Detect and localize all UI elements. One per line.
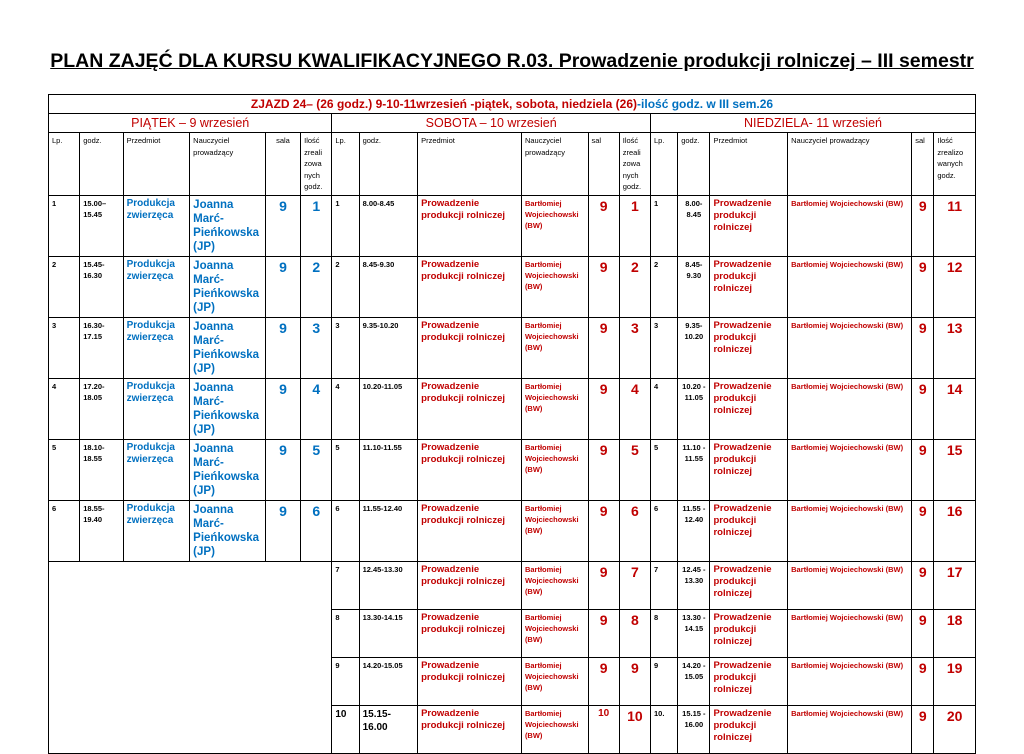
niedziela-godz: 11.10 - 11.55 bbox=[678, 439, 710, 500]
sobota-przedmiot: Prowadzenie produkcji rolniczej bbox=[418, 609, 522, 657]
piatek-lp: 3 bbox=[49, 317, 80, 378]
sobota-lp: 10 bbox=[332, 705, 359, 753]
niedziela-godz: 9.35- 10.20 bbox=[678, 317, 710, 378]
sobota-nauczyciel: Bartłomiej Wojciechowski (BW) bbox=[521, 705, 588, 753]
sobota-nauczyciel: Bartłomiej Wojciechowski (BW) bbox=[521, 317, 588, 378]
sobota-lp: 6 bbox=[332, 500, 359, 561]
niedziela-przedmiot: Prowadzenie produkcji rolniczej bbox=[710, 378, 788, 439]
niedziela-lp: 10. bbox=[651, 705, 678, 753]
table-row bbox=[49, 378, 976, 439]
sobota-godz: 11.10-11.55 bbox=[359, 439, 417, 500]
piatek-godz: 15.00– 15.45 bbox=[80, 195, 123, 256]
niedziela-lp: 9 bbox=[651, 657, 678, 705]
zjazd-red: ZJAZD 24– (26 godz.) 9-10-11wrzesień -piątek, sobota, niedziela (26) bbox=[250, 97, 638, 111]
sobota-lp: 5 bbox=[332, 439, 359, 500]
sobota-przedmiot: Prowadzenie produkcji rolniczej bbox=[418, 378, 522, 439]
niedziela-lp: 7 bbox=[651, 561, 678, 609]
niedziela-ilosc: 19 bbox=[934, 657, 976, 705]
piatek-sala: 9 bbox=[265, 195, 300, 256]
piatek-przedmiot: Produkcja zwierzęca bbox=[123, 195, 190, 256]
piatek-przedmiot: Produkcja zwierzęca bbox=[123, 439, 190, 500]
sobota-godz: 14.20-15.05 bbox=[359, 657, 417, 705]
niedziela-sala: 9 bbox=[912, 195, 934, 256]
niedziela-nauczyciel: Bartłomiej Wojciechowski (BW) bbox=[788, 561, 912, 609]
sobota-przedmiot: Prowadzenie produkcji rolniczej bbox=[418, 256, 522, 317]
niedziela-ilosc: 11 bbox=[934, 195, 976, 256]
piatek-ilosc: 6 bbox=[301, 500, 332, 561]
piatek-godz: 18.10- 18.55 bbox=[80, 439, 123, 500]
sobota-nauczyciel: Bartłomiej Wojciechowski (BW) bbox=[521, 609, 588, 657]
niedziela-sala: 9 bbox=[912, 378, 934, 439]
sobota-sala: 9 bbox=[588, 500, 619, 561]
niedziela-nauczyciel: Bartłomiej Wojciechowski (BW) bbox=[788, 256, 912, 317]
piatek-lp: 2 bbox=[49, 256, 80, 317]
page-title: PLAN ZAJĘĆ DLA KURSU KWALIFIKACYJNEGO R.03. Prowadzenie produkcji rolniczej – III semestr bbox=[50, 50, 974, 72]
header-godz: godz. bbox=[678, 133, 710, 196]
niedziela-lp: 2 bbox=[651, 256, 678, 317]
zjazd-blue: -ilość godz. w III sem.26 bbox=[637, 97, 774, 111]
piatek-empty-area bbox=[49, 561, 332, 753]
niedziela-nauczyciel: Bartłomiej Wojciechowski (BW) bbox=[788, 378, 912, 439]
sobota-ilosc: 8 bbox=[619, 609, 650, 657]
sobota-przedmiot: Prowadzenie produkcji rolniczej bbox=[418, 657, 522, 705]
niedziela-lp: 8 bbox=[651, 609, 678, 657]
sobota-ilosc: 1 bbox=[619, 195, 650, 256]
piatek-sala: 9 bbox=[265, 378, 300, 439]
header-lp: Lp. bbox=[332, 133, 359, 196]
table-row bbox=[49, 195, 976, 256]
niedziela-godz: 12.45 - 13.30 bbox=[678, 561, 710, 609]
zjazd-header bbox=[49, 95, 976, 114]
table-row bbox=[49, 439, 976, 500]
piatek-lp: 6 bbox=[49, 500, 80, 561]
sobota-godz: 8.00-8.45 bbox=[359, 195, 417, 256]
sobota-nauczyciel: Bartłomiej Wojciechowski (BW) bbox=[521, 657, 588, 705]
piatek-ilosc: 1 bbox=[301, 195, 332, 256]
niedziela-ilosc: 20 bbox=[934, 705, 976, 753]
niedziela-godz: 10.20 - 11.05 bbox=[678, 378, 710, 439]
sobota-ilosc: 5 bbox=[619, 439, 650, 500]
niedziela-nauczyciel: Bartłomiej Wojciechowski (BW) bbox=[788, 705, 912, 753]
niedziela-sala: 9 bbox=[912, 256, 934, 317]
niedziela-nauczyciel: Bartłomiej Wojciechowski (BW) bbox=[788, 657, 912, 705]
sobota-godz: 11.55-12.40 bbox=[359, 500, 417, 561]
piatek-godz: 16.30- 17.15 bbox=[80, 317, 123, 378]
niedziela-godz: 13.30 - 14.15 bbox=[678, 609, 710, 657]
sobota-sala: 9 bbox=[588, 657, 619, 705]
niedziela-ilosc: 14 bbox=[934, 378, 976, 439]
niedziela-ilosc: 15 bbox=[934, 439, 976, 500]
header-przedmiot: Przedmiot bbox=[418, 133, 522, 196]
sobota-ilosc: 3 bbox=[619, 317, 650, 378]
sobota-ilosc: 7 bbox=[619, 561, 650, 609]
piatek-godz: 17.20- 18.05 bbox=[80, 378, 123, 439]
piatek-nauczyciel: Joanna Marć-Pieńkowska (JP) bbox=[190, 378, 266, 439]
sobota-przedmiot: Prowadzenie produkcji rolniczej bbox=[418, 561, 522, 609]
header-godz: godz. bbox=[80, 133, 123, 196]
header-ilosc: Ilość zreali zowa nych godz. bbox=[619, 133, 650, 196]
niedziela-przedmiot: Prowadzenie produkcji rolniczej bbox=[710, 195, 788, 256]
niedziela-przedmiot: Prowadzenie produkcji rolniczej bbox=[710, 256, 788, 317]
header-lp: Lp. bbox=[49, 133, 80, 196]
sobota-godz: 9.35-10.20 bbox=[359, 317, 417, 378]
niedziela-sala: 9 bbox=[912, 609, 934, 657]
piatek-przedmiot: Produkcja zwierzęca bbox=[123, 500, 190, 561]
niedziela-lp: 5 bbox=[651, 439, 678, 500]
piatek-lp: 1 bbox=[49, 195, 80, 256]
niedziela-godz: 8.45- 9.30 bbox=[678, 256, 710, 317]
piatek-ilosc: 5 bbox=[301, 439, 332, 500]
piatek-przedmiot: Produkcja zwierzęca bbox=[123, 378, 190, 439]
piatek-przedmiot: Produkcja zwierzęca bbox=[123, 256, 190, 317]
niedziela-lp: 3 bbox=[651, 317, 678, 378]
sobota-ilosc: 2 bbox=[619, 256, 650, 317]
header-ilosc: Ilość zreali zowa nych godz. bbox=[301, 133, 332, 196]
header-sala: sala bbox=[265, 133, 300, 196]
sobota-sala: 10 bbox=[588, 705, 619, 753]
sobota-ilosc: 4 bbox=[619, 378, 650, 439]
header-przedmiot: Przedmiot bbox=[123, 133, 190, 196]
piatek-nauczyciel: Joanna Marć-Pieńkowska (JP) bbox=[190, 317, 266, 378]
sobota-sala: 9 bbox=[588, 439, 619, 500]
piatek-sala: 9 bbox=[265, 317, 300, 378]
schedule-table bbox=[48, 94, 976, 754]
sobota-godz: 15.15- 16.00 bbox=[359, 705, 417, 753]
piatek-nauczyciel: Joanna Marć-Pieńkowska (JP) bbox=[190, 500, 266, 561]
piatek-sala: 9 bbox=[265, 500, 300, 561]
niedziela-sala: 9 bbox=[912, 657, 934, 705]
piatek-nauczyciel: Joanna Marć-Pieńkowska (JP) bbox=[190, 439, 266, 500]
piatek-nauczyciel: Joanna Marć-Pieńkowska (JP) bbox=[190, 195, 266, 256]
niedziela-sala: 9 bbox=[912, 705, 934, 753]
sobota-sala: 9 bbox=[588, 256, 619, 317]
niedziela-nauczyciel: Bartłomiej Wojciechowski (BW) bbox=[788, 317, 912, 378]
piatek-lp: 4 bbox=[49, 378, 80, 439]
sobota-nauczyciel: Bartłomiej Wojciechowski (BW) bbox=[521, 561, 588, 609]
sobota-ilosc: 9 bbox=[619, 657, 650, 705]
niedziela-sala: 9 bbox=[912, 439, 934, 500]
niedziela-przedmiot: Prowadzenie produkcji rolniczej bbox=[710, 705, 788, 753]
niedziela-ilosc: 17 bbox=[934, 561, 976, 609]
day-sobota: SOBOTA – 10 wrzesień bbox=[332, 114, 651, 133]
niedziela-ilosc: 18 bbox=[934, 609, 976, 657]
table-row bbox=[49, 317, 976, 378]
header-przedmiot: Przedmiot bbox=[710, 133, 788, 196]
sobota-godz: 13.30-14.15 bbox=[359, 609, 417, 657]
piatek-sala: 9 bbox=[265, 439, 300, 500]
sobota-sala: 9 bbox=[588, 561, 619, 609]
niedziela-przedmiot: Prowadzenie produkcji rolniczej bbox=[710, 657, 788, 705]
sobota-nauczyciel: Bartłomiej Wojciechowski (BW) bbox=[521, 500, 588, 561]
sobota-nauczyciel: Bartłomiej Wojciechowski (BW) bbox=[521, 195, 588, 256]
niedziela-godz: 11.55 - 12.40 bbox=[678, 500, 710, 561]
sobota-sala: 9 bbox=[588, 195, 619, 256]
header-ilosc: Ilość zrealizo wanych godz. bbox=[934, 133, 976, 196]
piatek-ilosc: 3 bbox=[301, 317, 332, 378]
sobota-przedmiot: Prowadzenie produkcji rolniczej bbox=[418, 317, 522, 378]
header-sala: sal bbox=[912, 133, 934, 196]
header-godz: godz. bbox=[359, 133, 417, 196]
table-row bbox=[49, 256, 976, 317]
niedziela-nauczyciel: Bartłomiej Wojciechowski (BW) bbox=[788, 500, 912, 561]
sobota-sala: 9 bbox=[588, 317, 619, 378]
niedziela-sala: 9 bbox=[912, 317, 934, 378]
sobota-przedmiot: Prowadzenie produkcji rolniczej bbox=[418, 195, 522, 256]
sobota-przedmiot: Prowadzenie produkcji rolniczej bbox=[418, 705, 522, 753]
piatek-nauczyciel: Joanna Marć-Pieńkowska (JP) bbox=[190, 256, 266, 317]
sobota-lp: 9 bbox=[332, 657, 359, 705]
niedziela-ilosc: 16 bbox=[934, 500, 976, 561]
niedziela-godz: 14.20 - 15.05 bbox=[678, 657, 710, 705]
niedziela-godz: 8.00- 8.45 bbox=[678, 195, 710, 256]
sobota-lp: 7 bbox=[332, 561, 359, 609]
niedziela-nauczyciel: Bartłomiej Wojciechowski (BW) bbox=[788, 609, 912, 657]
sobota-sala: 9 bbox=[588, 378, 619, 439]
sobota-ilosc: 10 bbox=[619, 705, 650, 753]
day-piatek: PIĄTEK – 9 wrzesień bbox=[49, 114, 332, 133]
header-nauczyciel: Nauczyciel prowadzący bbox=[788, 133, 912, 196]
sobota-lp: 2 bbox=[332, 256, 359, 317]
piatek-lp: 5 bbox=[49, 439, 80, 500]
sobota-nauczyciel: Bartłomiej Wojciechowski (BW) bbox=[521, 256, 588, 317]
header-lp: Lp. bbox=[651, 133, 678, 196]
sobota-ilosc: 6 bbox=[619, 500, 650, 561]
niedziela-ilosc: 13 bbox=[934, 317, 976, 378]
niedziela-przedmiot: Prowadzenie produkcji rolniczej bbox=[710, 439, 788, 500]
sobota-lp: 4 bbox=[332, 378, 359, 439]
niedziela-nauczyciel: Bartłomiej Wojciechowski (BW) bbox=[788, 439, 912, 500]
header-nauczyciel: Nauczyciel prowadzący bbox=[190, 133, 266, 196]
niedziela-przedmiot: Prowadzenie produkcji rolniczej bbox=[710, 609, 788, 657]
sobota-godz: 12.45-13.30 bbox=[359, 561, 417, 609]
piatek-przedmiot: Produkcja zwierzęca bbox=[123, 317, 190, 378]
header-sala: sal bbox=[588, 133, 619, 196]
table-row bbox=[49, 500, 976, 561]
piatek-godz: 18.55- 19.40 bbox=[80, 500, 123, 561]
sobota-przedmiot: Prowadzenie produkcji rolniczej bbox=[418, 500, 522, 561]
niedziela-lp: 4 bbox=[651, 378, 678, 439]
niedziela-sala: 9 bbox=[912, 500, 934, 561]
niedziela-godz: 15.15 - 16.00 bbox=[678, 705, 710, 753]
sobota-nauczyciel: Bartłomiej Wojciechowski (BW) bbox=[521, 378, 588, 439]
niedziela-przedmiot: Prowadzenie produkcji rolniczej bbox=[710, 561, 788, 609]
sobota-nauczyciel: Bartłomiej Wojciechowski (BW) bbox=[521, 439, 588, 500]
niedziela-sala: 9 bbox=[912, 561, 934, 609]
sobota-godz: 10.20-11.05 bbox=[359, 378, 417, 439]
niedziela-przedmiot: Prowadzenie produkcji rolniczej bbox=[710, 500, 788, 561]
sobota-lp: 8 bbox=[332, 609, 359, 657]
niedziela-ilosc: 12 bbox=[934, 256, 976, 317]
table-row bbox=[49, 561, 976, 609]
sobota-lp: 1 bbox=[332, 195, 359, 256]
niedziela-lp: 6 bbox=[651, 500, 678, 561]
sobota-sala: 9 bbox=[588, 609, 619, 657]
sobota-przedmiot: Prowadzenie produkcji rolniczej bbox=[418, 439, 522, 500]
sobota-lp: 3 bbox=[332, 317, 359, 378]
piatek-ilosc: 2 bbox=[301, 256, 332, 317]
sobota-godz: 8.45-9.30 bbox=[359, 256, 417, 317]
piatek-sala: 9 bbox=[265, 256, 300, 317]
day-niedziela: NIEDZIELA- 11 wrzesień bbox=[651, 114, 976, 133]
niedziela-przedmiot: Prowadzenie produkcji rolniczej bbox=[710, 317, 788, 378]
piatek-ilosc: 4 bbox=[301, 378, 332, 439]
piatek-godz: 15.45- 16.30 bbox=[80, 256, 123, 317]
niedziela-nauczyciel: Bartłomiej Wojciechowski (BW) bbox=[788, 195, 912, 256]
header-nauczyciel: Nauczyciel prowadzący bbox=[521, 133, 588, 196]
niedziela-lp: 1 bbox=[651, 195, 678, 256]
